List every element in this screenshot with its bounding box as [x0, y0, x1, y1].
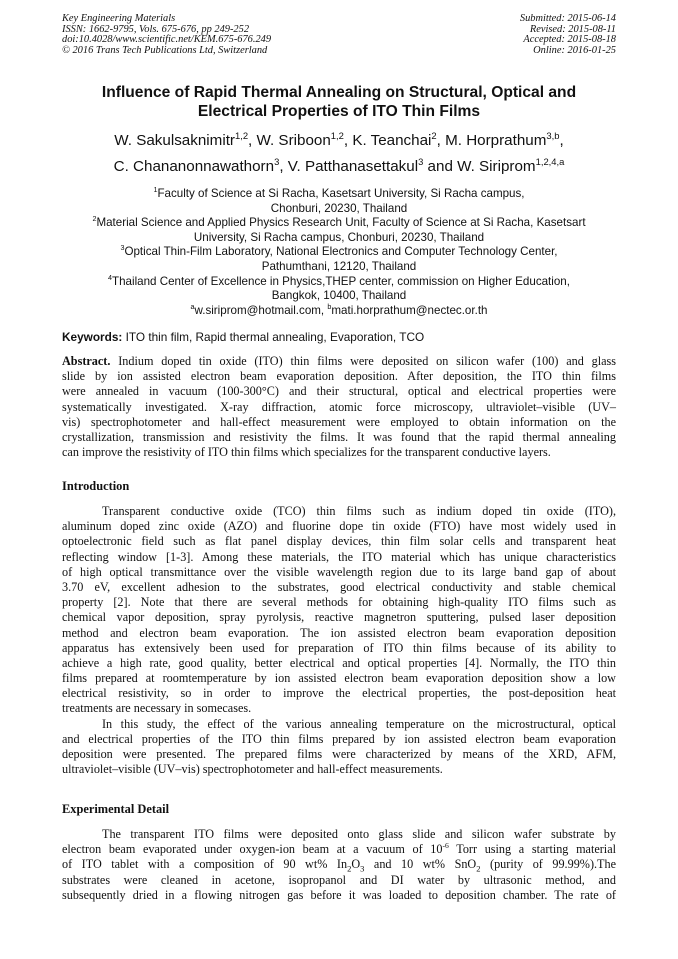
copyright-line: © 2016 Trans Tech Publications Ltd, Switzerland	[62, 44, 268, 56]
affiliation-line	[62, 245, 616, 260]
intro-line: Transparent conductive oxide (TCO) thin films such as indium doped tin oxide (ITO),	[102, 504, 616, 518]
affil-text: Optical Thin-Film Laboratory, National Electronics and Computer Technology Center,	[124, 245, 558, 259]
title-line: Influence of Rapid Thermal Annealing on Structural, Optical and	[101, 84, 577, 101]
exp-line: substrates were cleaned in acetone, isopropanol and DI water by ultrasonic method, and	[62, 872, 616, 887]
intro-line: In this study, the effect of the various annealing temperature on the microstructural, optical	[102, 716, 616, 731]
email-sup: a	[190, 301, 195, 311]
intro-line: deposition were presented. The prepared films were characterized by means of the XRD, AFM,	[62, 747, 616, 761]
intro-line: treatments are necessary in somecases.	[62, 701, 252, 716]
exp-text: and 10 wt% SnO	[364, 857, 477, 872]
experimental-body	[62, 827, 616, 903]
affil-text: Material Science and Applied Physics Research Unit, Faculty of Science at Si Racha, Kasetsart	[96, 216, 586, 230]
exp-text: of ITO tablet with a composition of 90 wt% In	[62, 857, 348, 872]
author-name: V. Patthanasettakul	[287, 158, 419, 175]
subscript: 2	[347, 863, 352, 874]
exp-line: The transparent ITO films were deposited onto glass slide and silicon wafer substrate by	[102, 827, 616, 841]
journal-name: Key Engineering Materials	[62, 13, 176, 24]
intro-line: property [2]. Note that there are several methods for obtaining high-quality ITO films such as	[62, 595, 616, 610]
author-line	[62, 128, 616, 154]
author-name: W. Sakulsaknimitr	[114, 132, 235, 149]
issn-line: ISSN: 1662-9795, Vols. 675-676, pp 249-252	[62, 23, 250, 35]
section-heading-introduction: Introduction	[62, 479, 130, 493]
intro-line: chemical vapor deposition, spray pyrolysis, reactive magnetron sputtering, pulsed laser deposition	[62, 610, 616, 625]
author-separator: ,	[559, 132, 564, 149]
intro-line: achieve a high rate, good quality, better electrical and optical properties [4]. Normally, the ITO thin	[62, 655, 616, 670]
abstract-line: can improve the resistivity of ITO thin films which specializes for the transparent conductive layers.	[62, 445, 551, 460]
dates-info	[520, 14, 616, 56]
author-name: K. Teanchai	[352, 132, 432, 149]
abstract-line	[62, 354, 616, 369]
affiliation-line: University, Si Racha campus, Chonburi, 20230, Thailand	[193, 230, 485, 244]
author-separator: ,	[248, 132, 257, 149]
abstract-text: Indium doped tin oxide (ITO) thin films were deposited on silicon wafer (100) and glass	[110, 354, 616, 368]
author-name: W. Sriboon	[256, 132, 331, 149]
abstract-line: crystallization, transmission and resistivity the films. It was found that the rapid thermal annealing	[62, 429, 616, 444]
affil-sup: 4	[108, 272, 113, 282]
exp-text: Torr using a starting material	[448, 842, 616, 857]
affiliation-line: Pathumthani, 12120, Thailand	[261, 259, 417, 273]
subscript: 2	[476, 863, 481, 874]
intro-line: electrical resistivity, so in order to improve the electrical properties, the post-deposition heat	[62, 686, 616, 701]
introduction-body	[62, 504, 616, 777]
abstract-line: were annealed in vacuum (100-300°C) and their structural, optical and electrical properties were	[62, 384, 616, 399]
intro-line: 3.70 eV, excellent adhesion to the substrates, good electrical conductivity and stable chemical	[62, 579, 616, 594]
email-a: w.siriprom@hotmail.com,	[194, 303, 328, 317]
section-heading-experimental: Experimental Detail	[62, 802, 170, 816]
intro-line: of high optical transmittance over the visible wavelength region due to its large band gap of about	[62, 564, 616, 579]
author-name: M. Horprathum	[445, 132, 547, 149]
exp-text: electron beam evaporated under oxygen-ion beam at a vacuum of 10	[62, 842, 443, 857]
author-list	[62, 128, 616, 180]
author-affil-sup: 1,2,4,a	[535, 155, 565, 167]
affil-text: Thailand Center of Excellence in Physics,THEP center, commission on Higher Education,	[112, 274, 570, 288]
online-date: Online: 2016-01-25	[533, 44, 616, 56]
author-affil-sup: 3,b	[546, 129, 560, 141]
affiliation-line: Chonburi, 20230, Thailand	[270, 201, 408, 215]
intro-line: optoelectronic field such as flat panel display devices, thin film solar cells and transparent heat	[62, 534, 616, 549]
paper-title	[62, 83, 616, 121]
intro-line: method and electron beam evaporation. The ion assisted electron beam evaporation deposition	[62, 625, 616, 640]
intro-line: reflecting window [1-3]. Among these materials, the ITO material which has unique characteristics	[62, 549, 616, 564]
exp-line	[62, 857, 616, 872]
author-line	[62, 154, 616, 180]
affil-sup: 3	[120, 243, 125, 253]
exp-text: O	[351, 857, 361, 872]
author-separator: ,	[343, 132, 353, 149]
abstract-line: slide by ion assisted electron beam evaporation deposition. After deposition, the ITO thin films	[62, 369, 616, 384]
subscript: 3	[360, 863, 365, 874]
affiliations	[62, 187, 616, 318]
journal-info	[62, 14, 271, 56]
author-affil-sup: 1,2	[234, 129, 249, 141]
title-line: Electrical Properties of ITO Thin Films	[197, 103, 481, 120]
keywords-text: ITO thin film, Rapid thermal annealing, Evaporation, TCO	[122, 330, 425, 344]
author-name: C. Chananonnawathorn	[113, 158, 275, 175]
author-separator: ,	[436, 132, 446, 149]
keywords-label: Keywords:	[62, 330, 123, 344]
author-affil-sup: 1,2	[330, 129, 344, 141]
affiliation-line	[62, 272, 616, 290]
intro-line: apparatus has extensively been used for preparation of ITO thin films because of its ability to	[62, 640, 616, 655]
author-affil-sup: 2	[431, 129, 437, 141]
email-sup: b	[327, 301, 332, 311]
exponent: -6	[442, 841, 449, 851]
affiliation-line: Bangkok, 10400, Thailand	[271, 289, 407, 303]
abstract-line: systematically investigated. X-ray diffraction, atomic force microscopy, ultraviolet–visible (UV–	[62, 399, 616, 414]
submitted-date: Submitted: 2015-06-14	[519, 13, 616, 24]
intro-line: and electrical properties of the ITO thin films prepared by ion assisted electron beam evaporation	[62, 731, 616, 746]
affil-sup: 2	[92, 214, 97, 224]
affil-text: Faculty of Science at Si Racha, Kasetsart University, Si Racha campus,	[157, 187, 525, 200]
intro-line: ultraviolet–visible (UV–vis) spectrophotometer and hall-effect measurements.	[62, 762, 443, 777]
revised-date: Revised: 2015-08-11	[529, 23, 616, 35]
affiliation-line	[62, 216, 616, 231]
accepted-date: Accepted: 2015-08-18	[523, 34, 616, 46]
intro-line: films prepared at roomtemperature by ion assisted electron beam evaporation deposition show a low	[62, 671, 616, 686]
intro-line: aluminum doped zinc oxide (AZO) and fluorine dope tin oxide (FTO) have most widely used in	[62, 519, 616, 534]
abstract-label: Abstract.	[62, 354, 111, 368]
doi-line: doi:10.4028/www.scientific.net/KEM.675-676.249	[62, 34, 272, 46]
author-name: W. Siriprom	[457, 158, 536, 175]
keywords	[62, 330, 616, 345]
affil-sup: 1	[153, 185, 158, 195]
author-separator: and	[423, 158, 458, 175]
exp-line: subsequently dried in a flowing nitrogen gas before it was loaded to deposition chamber. The rate of	[62, 887, 616, 902]
abstract	[62, 354, 616, 460]
affiliation-line	[62, 187, 616, 202]
author-separator: ,	[279, 158, 288, 175]
email-b: mati.horprathum@nectec.or.th	[331, 303, 488, 317]
abstract-line: vis) spectrophotometer and hall-effect measurement were employed to obtain information on the	[62, 414, 616, 429]
email-line	[62, 301, 616, 319]
exp-line	[62, 842, 616, 857]
exp-text: (purity of 99.99%).The	[480, 857, 616, 872]
author-affil-sup: 3	[418, 155, 424, 167]
author-affil-sup: 3	[274, 155, 280, 167]
